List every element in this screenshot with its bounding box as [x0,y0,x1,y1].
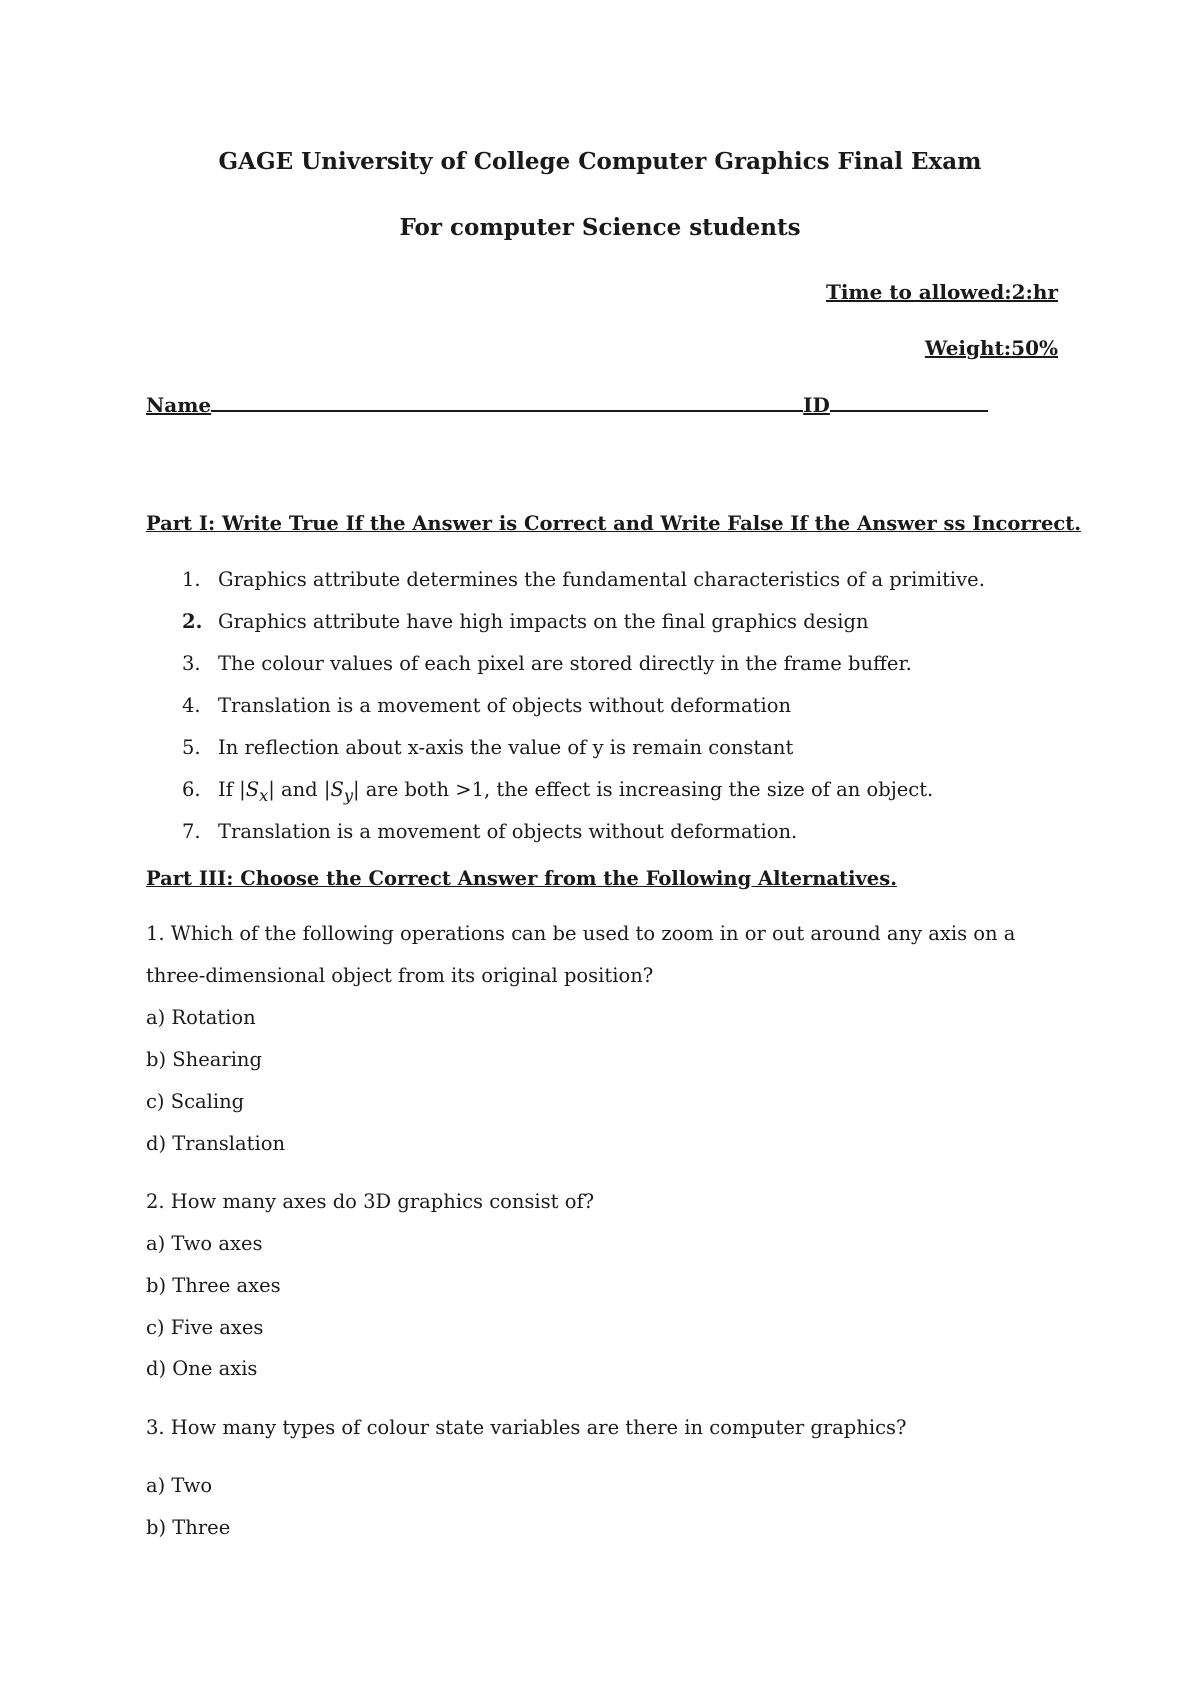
answer-option: d) Translation [146,1132,286,1155]
item-number: 4. [182,694,201,717]
sy-letter: S [330,778,344,801]
item-text: Graphics attribute have high impacts on the final graphics design [218,610,869,633]
sx-letter: S [245,778,260,801]
item-text-mid: | and | [268,778,331,801]
part3-heading: Part III: Choose the Correct Answer from the Following Alternatives. [146,867,897,890]
id-blank[interactable] [830,409,988,412]
item-text-prefix: If | [218,778,246,801]
answer-option: b) Shearing [146,1048,262,1071]
item-number: 6. [182,778,201,801]
answer-option: d) One axis [146,1357,258,1380]
question-text: 3. How many types of colour state variables are there in computer graphics? [146,1416,907,1439]
sy-symbol [330,778,353,805]
time-allowed: Time to allowed:2:hr [825,280,1058,304]
sx-symbol [245,778,269,805]
answer-option: a) Rotation [146,1006,256,1029]
item-number: 1. [182,568,201,591]
part1-heading: Part I: Write True If the Answer is Correct and Write False If the Answer ss Incorrect. [146,512,1082,535]
exam-title: GAGE University of College Computer Graphics Final Exam [218,148,982,175]
item-text: Translation is a movement of objects without deformation. [218,820,798,843]
answer-option: a) Two [146,1474,213,1497]
item-text: In reflection about x-axis the value of y is remain constant [218,736,794,759]
name-label: Name [146,393,212,417]
question-text: three-dimensional object from its original position? [146,964,654,987]
item-text-suffix: | are both >1, the effect is increasing the size of an object. [353,778,934,801]
answer-option: b) Three axes [146,1274,281,1297]
item-text: The colour values of each pixel are stored directly in the frame buffer. [218,652,912,675]
item-number: 5. [182,736,201,759]
id-label: ID [803,393,830,417]
name-blank[interactable] [211,409,803,412]
item-text: Translation is a movement of objects without deformation [218,694,792,717]
item-number: 2. [182,610,203,633]
item-text [218,778,933,805]
student-info-line [146,393,988,417]
item-text: Graphics attribute determines the fundamental characteristics of a primitive. [218,568,985,591]
answer-option: b) Three [146,1516,231,1539]
sy-subscript: y [343,785,353,805]
question-text: 2. How many axes do 3D graphics consist of? [146,1190,595,1213]
question-text: 1. Which of the following operations can be used to zoom in or out around any axis on a [146,922,1016,945]
sx-subscript: x [259,785,269,805]
answer-option: c) Five axes [146,1316,264,1339]
exam-subtitle: For computer Science students [399,214,801,241]
item-number: 7. [182,820,201,843]
weight: Weight:50% [924,336,1058,360]
answer-option: c) Scaling [146,1090,245,1113]
item-number: 3. [182,652,201,675]
answer-option: a) Two axes [146,1232,263,1255]
